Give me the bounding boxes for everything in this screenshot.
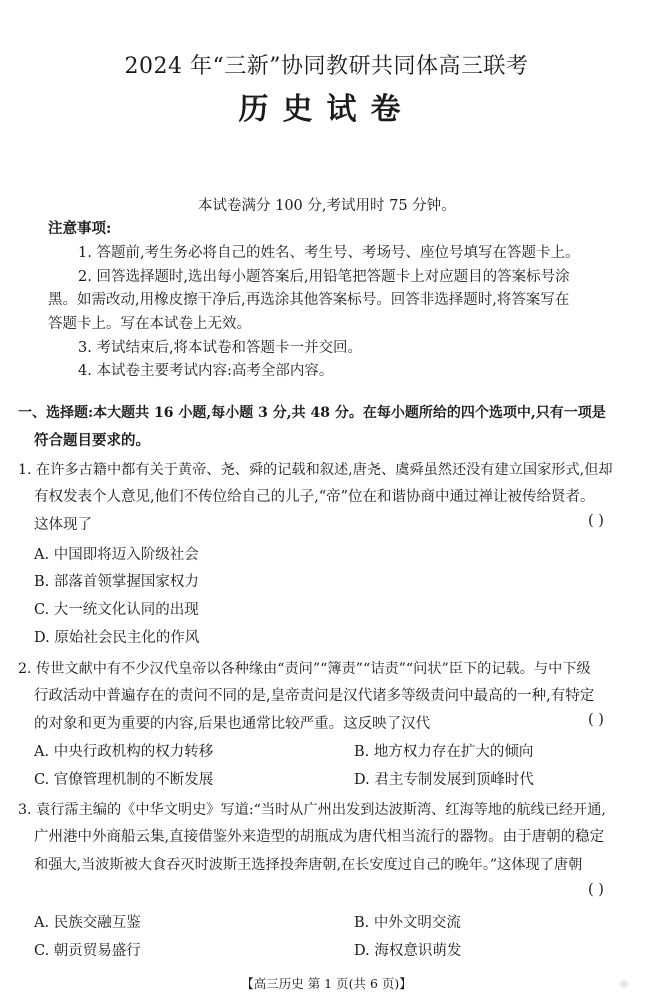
question-2-option-a: A. 中央行政机构的权力转移	[34, 744, 214, 760]
question-3-option-d: D. 海权意识萌发	[354, 943, 462, 959]
question-2-line: 行政活动中普遍存在的责问不同的是,皇帝责问是汉代诸多等级责问中最高的一种,有特定	[34, 688, 595, 704]
question-2-option-c: C. 官僚管理机制的不断发展	[34, 772, 214, 788]
question-1-option-d: D. 原始社会民主化的作风	[34, 630, 200, 646]
question-2-line: 的对象和更为重要的内容,后果也通常比较严重。这反映了汉代	[34, 716, 431, 732]
question-3-option-a: A. 民族交融互鉴	[34, 915, 141, 931]
question-3-line: 和强大,当波斯被大食吞灭时波斯王选择投奔唐朝,在长安度过自己的晚年。”这体现了唐朝	[34, 857, 583, 873]
question-3-option-b: B. 中外文明交流	[354, 915, 461, 931]
question-3-line: 广州港中外商船云集,直接借鉴外来造型的胡瓶成为唐代相当流行的器物。由于唐朝的稳定	[34, 829, 605, 845]
question-2-answer-paren: ( )	[588, 712, 604, 728]
question-3-line: 3. 袁行霈主编的《中华文明史》写道:“当时从广州出发到达波斯湾、红海等地的航线已经开通,	[18, 802, 606, 818]
score-time-note: 本试卷满分 100 分,考试用时 75 分钟。	[198, 198, 456, 214]
question-1-line: 这体现了	[34, 517, 92, 533]
subject-title: 历史试卷	[238, 92, 415, 127]
question-2-option-d: D. 君主专制发展到顶峰时代	[354, 772, 534, 788]
question-2-option-b: B. 地方权力存在扩大的倾向	[354, 744, 534, 760]
section-heading: 一、选择题:本大题共 16 小题,每小题 3 分,共 48 分。在每小题所给的四个选项中,只有一项是	[18, 405, 606, 421]
notice-line: 黑。如需改动,用橡皮擦干净后,再选涂其他答案标号。回答非选择题时,将答案写在	[48, 292, 570, 308]
notice-line: 3. 考试结束后,将本试卷和答题卡一并交回。	[78, 340, 363, 356]
question-1-option-c: C. 大一统文化认同的出现	[34, 602, 199, 618]
question-3-option-c: C. 朝贡贸易盛行	[34, 943, 141, 959]
exam-title: 2024 年“三新”协同教研共同体高三联考	[124, 54, 529, 79]
notice-line: 4. 本试卷主要考试内容:高考全部内容。	[78, 363, 334, 379]
question-1-answer-paren: ( )	[588, 513, 604, 529]
question-1-line: 1. 在许多古籍中都有关于黄帝、尧、舜的记载和叙述,唐尧、虞舜虽然还没有建立国家形式,但却	[18, 462, 613, 478]
notice-line: 答题卡上。写在本试卷上无效。	[48, 316, 251, 332]
notice-line: 1. 答题前,考生务必将自己的姓名、考生号、考场号、座位号填写在答题卡上。	[78, 245, 580, 261]
question-1-option-b: B. 部落首领掌握国家权力	[34, 574, 199, 590]
notice-heading: 注意事项:	[48, 220, 112, 237]
question-3-answer-paren: ( )	[588, 882, 604, 898]
question-1-option-a: A. 中国即将迈入阶级社会	[34, 547, 199, 563]
notice-line: 2. 回答选择题时,选出每小题答案后,用铅笔把答题卡上对应题目的答案标号涂	[78, 269, 570, 285]
corner-mark	[620, 980, 628, 988]
question-2-line: 2. 传世文献中有不少汉代皇帝以各种缘由“责问”“簿责”“诘责”“问状”臣下的记载。与中下级	[18, 661, 591, 677]
page-footer: 【高三历史 第 1 页(共 6 页)】	[241, 976, 412, 991]
section-heading-cont: 符合题目要求的。	[34, 432, 150, 449]
question-1-line: 有权发表个人意见,他们不传位给自己的儿子,“帝”位在和谐协商中通过禅让被传给贤者。	[34, 489, 595, 505]
